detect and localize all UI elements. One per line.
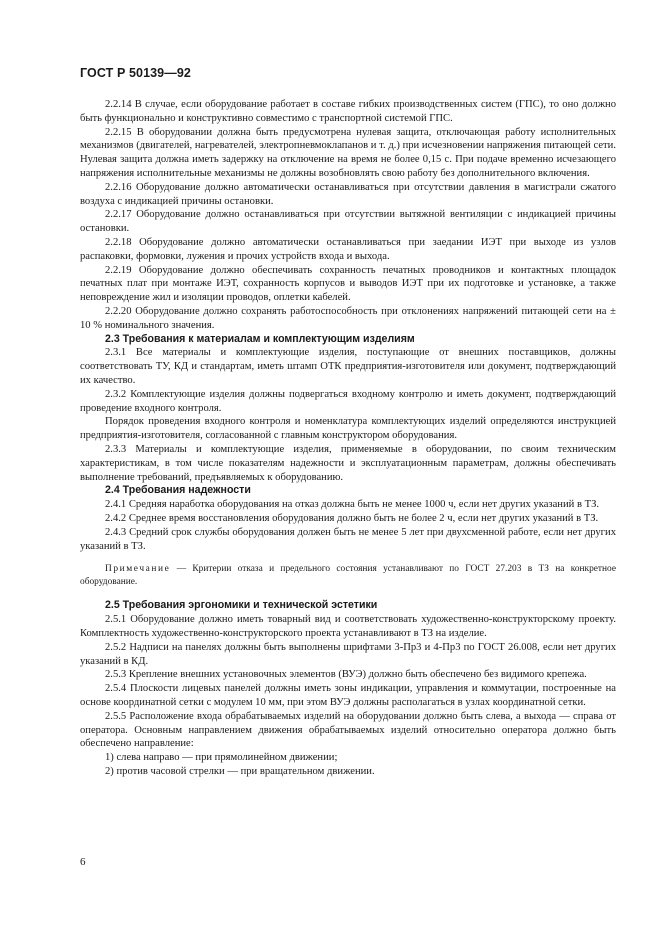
page-number: 6 — [80, 856, 86, 868]
paragraph-2-5-2: 2.5.2 Надписи на панелях должны быть выполнены шрифтами 3-Пр3 и 4-Пр3 по ГОСТ 26.008, если нет других указаний в КД. — [80, 641, 616, 667]
paragraph-2-2-16: 2.2.16 Оборудование должно автоматически останавливаться при отсутствии давления в магистрали сжатого воздуха с индикацией причины остановки. — [80, 181, 616, 207]
section-heading-2-5: 2.5 Требования эргономики и технической эстетики — [105, 599, 378, 612]
paragraph-2-2-18: 2.2.18 Оборудование должно автоматически останавливаться при заедании ИЭТ при выходе из узлов распаковки, формовки, лужения и прочих устройств входа и выхода. — [80, 236, 616, 262]
paragraph-2-4-3: 2.4.3 Средний срок службы оборудования должен быть не менее 5 лет при двухсменной работе, если нет других указаний в ТЗ. — [80, 526, 616, 552]
document-header: ГОСТ Р 50139—92 — [80, 66, 191, 80]
list-item: 2) против часовой стрелки — при вращательном движении. — [105, 766, 375, 778]
note-label: Примечание — [105, 564, 171, 575]
paragraph-2-2-14: 2.2.14 В случае, если оборудование работает в составе гибких производственных систем (ГПС), то оно должно быть функционально и конструктивно совместимо с транспортной системой ГПС. — [80, 99, 616, 124]
paragraph-2-4-1: 2.4.1 Средняя наработка оборудования на отказ должна быть не менее 1000 ч, если нет других указаний в ТЗ. — [105, 499, 600, 511]
note — [80, 563, 616, 588]
paragraph-2-2-17: 2.2.17 Оборудование должно останавливаться при отсутствии вытяжной вентиляции с индикацией причины остановки. — [80, 209, 616, 235]
paragraph-2-4-2: 2.4.2 Среднее время восстановления оборудования должно быть не более 2 ч, если нет других указаний в ТЗ. — [105, 512, 599, 524]
section-heading-2-3: 2.3 Требования к материалам и комплектующим изделиям — [105, 332, 415, 345]
document-body — [80, 98, 616, 779]
list-item: 1) слева направо — при прямолинейном движении; — [105, 752, 338, 764]
note-text: — Критерии отказа и предельного состояния устанавливают по ГОСТ 27.203 в ТЗ на конкретное оборудование. — [80, 564, 616, 587]
paragraph-2-3-2: 2.3.2 Комплектующие изделия должны подвергаться входному контролю и иметь документ, подтверждающий проведение входного контроля. — [80, 388, 616, 414]
paragraph-2-5-4: 2.5.4 Плоскости лицевых панелей должны иметь зоны индикации, управления и коммутации, построенные на основе координатной сетки с модулем 10 мм, при этом ВУЭ должны располагаться в узлах координатной сетки. — [80, 683, 616, 709]
section-heading-2-4: 2.4 Требования надежности — [105, 484, 251, 497]
paragraph-2-2-15: 2.2.15 В оборудовании должна быть предусмотрена нулевая защита, отключающая работу исполнительных механизмов (двигателей, нагревателей, электропневмоклапанов и т. д.) при исчезновении напряжения питающей сети. Нулевая защита должна иметь задержку на отключение на время не более 0,15 с. При подаче временно исчезающего напряжения исполнительные механизмы не должны возобновлять свою работу без дополнительного включения. — [80, 126, 616, 179]
paragraph-2-5-5: 2.5.5 Расположение входа обрабатываемых изделий на оборудовании должно быть слева, а выхода — справа от оператора. Основным направлением движения обрабатываемых изделий относительно оператора должно быть обеспечено направление: — [80, 710, 616, 750]
paragraph-2-5-1: 2.5.1 Оборудование должно иметь товарный вид и соответствовать художественно-конструкторскому проекту. Комплектность художественно-конструкторского проекта устанавливают в ТЗ на изделие. — [80, 614, 616, 640]
paragraph-2-2-19: 2.2.19 Оборудование должно обеспечивать сохранность печатных проводников и контактных площадок печатных плат при монтаже ИЭТ, сохранность корпусов и выводов ИЭТ при их подготовке и установке, а также неповреждение жил и изоляции проводов, оплетки кабелей. — [80, 264, 616, 304]
paragraph-2-3-3: 2.3.3 Материалы и комплектующие изделия, применяемые в оборудовании, по своим техническим характеристикам, в том числе показателям надежности и эксплуатационным параметрам, должны обеспечивать выполнение требований, предъявляемых к оборудованию. — [80, 443, 616, 483]
paragraph-2-3-1: 2.3.1 Все материалы и комплектующие изделия, поступающие от внешних поставщиков, должны соответствовать ТУ, КД и стандартам, иметь штамп ОТК предприятия-изготовителя или документ, подтверждающий их качество. — [80, 347, 616, 386]
paragraph-2-3-2-procedure: Порядок проведения входного контроля и номенклатура комплектующих изделий определяются инструкцией предприятия-изготовителя, согласованной с главным конструктором оборудования. — [80, 416, 616, 442]
paragraph-2-5-3: 2.5.3 Крепление внешних установочных элементов (ВУЭ) должно быть обеспечено без видимого крепежа. — [105, 669, 587, 681]
paragraph-2-2-20: 2.2.20 Оборудование должно сохранять работоспособность при отклонениях напряжений питающей сети на ± 10 % номинального значения. — [80, 305, 616, 331]
